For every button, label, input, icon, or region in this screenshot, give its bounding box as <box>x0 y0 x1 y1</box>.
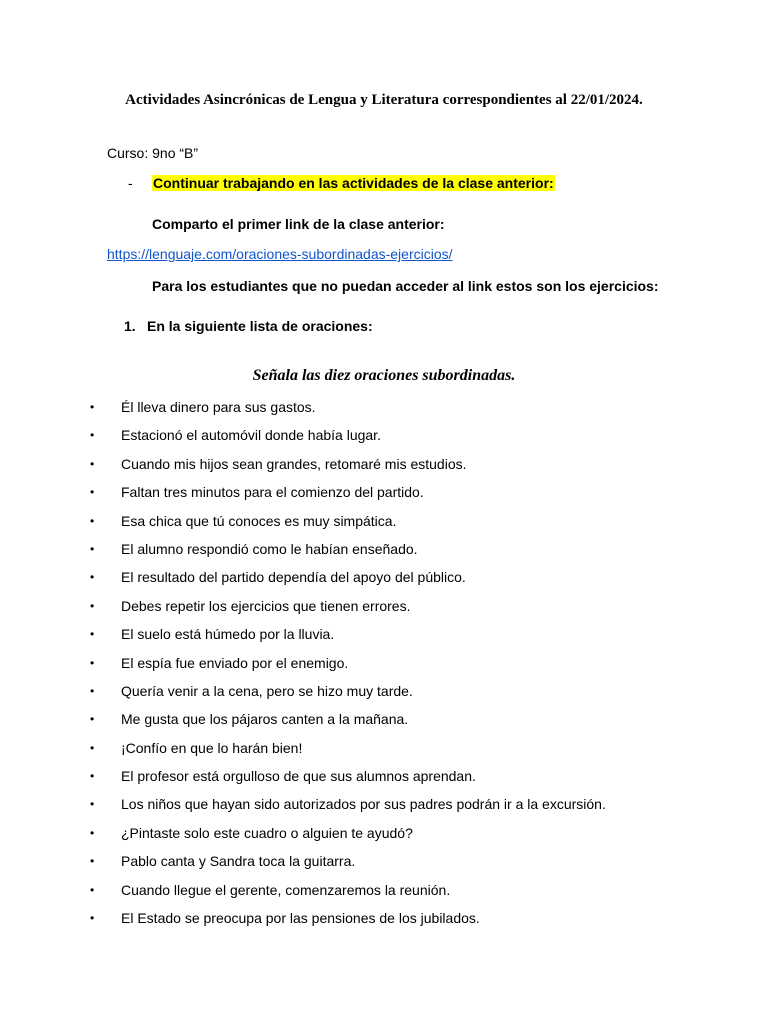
bullet-icon: • <box>90 456 95 471</box>
dash-marker: - <box>128 175 133 191</box>
sentence-text: ¡Confío en que lo harán bien! <box>121 739 303 756</box>
share-link-intro: Comparto el primer link de la clase anterior: <box>152 216 445 232</box>
bullet-icon: • <box>90 541 95 556</box>
sentence-text: El resultado del partido dependía del apoyo del público. <box>121 569 466 586</box>
sentence-text: Esa chica que tú conoces es muy simpática. <box>121 512 397 529</box>
sentence-text: Pablo canta y Sandra toca la guitarra. <box>121 853 356 870</box>
exercise-number: 1. <box>124 318 136 334</box>
sentence-text: El suelo está húmedo por la lluvia. <box>121 626 335 643</box>
bullet-icon: • <box>90 513 95 528</box>
bullet-icon: • <box>90 911 95 926</box>
bullet-icon: • <box>90 797 95 812</box>
exercise-subtitle: Señala las diez oraciones subordinadas. <box>252 367 516 384</box>
bullet-icon: • <box>90 598 95 613</box>
exercises-link[interactable]: https://lenguaje.com/oraciones-subordinadas-ejercicios/ <box>107 246 453 262</box>
sentence-text: Cuando llegue el gerente, comenzaremos la reunión. <box>121 881 451 898</box>
sentence-text: Debes repetir los ejercicios que tienen errores. <box>121 597 411 614</box>
sentence-text: Los niños que hayan sido autorizados por sus padres podrán ir a la excursión. <box>121 796 606 813</box>
bullet-icon: • <box>90 683 95 698</box>
bullet-icon: • <box>90 570 95 585</box>
bullet-icon: • <box>90 655 95 670</box>
students-note: Para los estudiantes que no puedan acceder al link estos son los ejercicios: <box>152 278 659 294</box>
sentence-text: Faltan tres minutos para el comienzo del partido. <box>121 484 424 501</box>
bullet-icon: • <box>90 854 95 869</box>
bullet-icon: • <box>90 825 95 840</box>
bullet-icon: • <box>90 400 95 414</box>
highlighted-task-text: Continuar trabajando en las actividades de la clase anterior: <box>153 175 554 191</box>
sentence-text: ¿Pintaste solo este cuadro o alguien te ayudó? <box>121 824 413 841</box>
course-label: Curso: 9no “B” <box>107 145 199 161</box>
sentence-text: Me gusta que los pájaros canten a la mañana. <box>121 711 409 728</box>
sentence-text: El Estado se preocupa por las pensiones de los jubilados. <box>121 910 480 927</box>
sentence-text: Quería venir a la cena, pero se hizo muy tarde. <box>121 682 413 699</box>
bullet-icon: • <box>90 428 95 443</box>
bullet-icon: • <box>90 769 95 784</box>
bullet-icon: • <box>90 712 95 727</box>
bullet-icon: • <box>90 485 95 500</box>
sentence-text: El profesor está orgulloso de que sus alumnos aprendan. <box>121 768 476 785</box>
sentence-text: El espía fue enviado por el enemigo. <box>121 654 349 671</box>
bullet-icon: • <box>90 627 95 642</box>
bullet-icon: • <box>90 740 95 755</box>
exercise-heading <box>124 318 373 334</box>
exercise-text: En la siguiente lista de oraciones: <box>147 318 373 334</box>
task-line <box>128 175 555 191</box>
sentence-text: Él lleva dinero para sus gastos. <box>121 399 316 415</box>
sentence-text: Estacionó el automóvil donde había lugar. <box>121 427 381 444</box>
sentence-text: Cuando mis hijos sean grandes, retomaré mis estudios. <box>121 455 467 472</box>
document-title: Actividades Asincrónicas de Lengua y Literatura correspondientes al 22/01/2024. <box>125 92 643 108</box>
bullet-icon: • <box>90 882 95 897</box>
sentence-text: El alumno respondió como le habían enseñado. <box>121 540 418 557</box>
